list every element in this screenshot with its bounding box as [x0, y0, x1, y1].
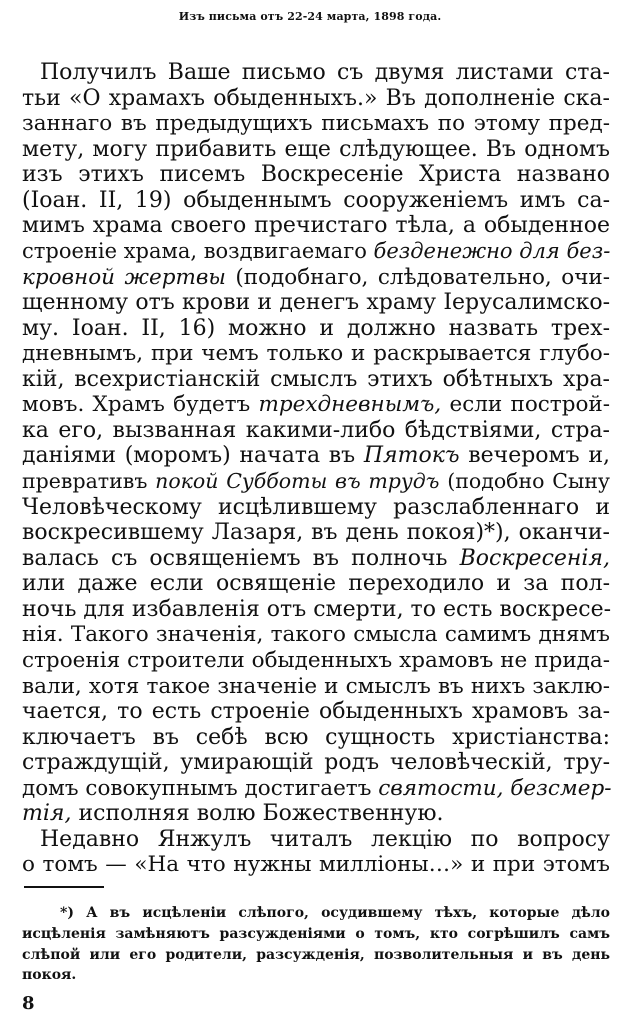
body-line: мимъ храма своего пречистаго тѣла, а обыденное — [22, 213, 610, 239]
body-line: домъ совокупнымъ достигаетъ святости, безсмер- — [22, 775, 612, 801]
body-line: изъ этихъ писемъ Воскресеніе Христа названо — [22, 162, 610, 188]
body-line: валась съ освященіемъ въ полночь Воскресенія, — [22, 545, 610, 571]
body-line: о томъ — «На что нужны милліоны…» и при этомъ — [22, 852, 610, 878]
body-line: ключаетъ въ себѣ всю сущность христіанства: — [22, 724, 610, 750]
body-line: или даже если освященіе переходило и за пол- — [22, 571, 610, 597]
body-line: воскресившему Лазаря, въ день покоя)*), оканчи- — [22, 520, 610, 546]
footnote-line: *) А въ исцѣленіи слѣпого, осудившему тѣхъ, которые дѣло — [60, 905, 610, 921]
footnote-rule — [24, 886, 104, 888]
body-line: вали, хотя такое значеніе и смыслъ въ нихъ заклю- — [22, 673, 610, 699]
body-line: тія, исполняя волю Божественную. — [22, 801, 444, 827]
body-line: мовъ. Храмъ будетъ трехдневнымъ, если построй- — [22, 392, 610, 418]
body-line: ка его, вызванная какими-либо бѣдствіями, стра- — [22, 417, 610, 443]
body-line: Получилъ Ваше письмо съ двумя листами ста- — [40, 60, 610, 85]
body-line: тьи «О храмахъ обыденныхъ.» Въ дополненіе ска- — [22, 85, 610, 111]
footnote-line: слѣпой или его родители, разсужденія, позволительныя и въ день — [22, 947, 610, 963]
body-line: строенія строители обыденныхъ храмовъ не прида- — [22, 647, 610, 673]
page-number: 8 — [22, 993, 35, 1014]
body-line: мету, могу прибавить еще слѣдующее. Въ одномъ — [22, 136, 610, 162]
body-line: превративъ покой Субботы въ трудъ (подобно Сыну — [22, 469, 610, 493]
footnote-line: покоя. — [22, 967, 77, 983]
body-line: даніями (моромъ) начата въ Пятокъ вечеромъ и, — [22, 443, 610, 469]
body-line: заннаго въ предыдущихъ письмахъ по этому пред- — [22, 111, 610, 137]
body-line: кій, всехристіанскій смыслъ этихъ обѣтныхъ хра- — [22, 366, 610, 392]
body-line: Недавно Янжулъ читалъ лекцію по вопросу — [40, 826, 610, 852]
body-line: дневнымъ, при чемъ только и раскрывается глубо- — [22, 341, 610, 367]
body-line: нія. Такого значенія, такого смысла самимъ днямъ — [22, 622, 610, 648]
letter-heading: Изъ письма отъ 22-24 марта, 1898 года. — [178, 10, 442, 23]
body-line: ночь для избавленія отъ смерти, то есть воскресе- — [22, 596, 612, 622]
body-line: щенному отъ крови и денегъ храму Іерусалимско- — [22, 290, 610, 316]
body-line: страждущій, умирающій родъ человѣческій, тру- — [22, 750, 610, 776]
body-line: кровной жертвы (подобнаго, слѣдовательно, очи- — [22, 264, 611, 290]
footnote-line: исцѣленія замѣняютъ разсужденіями о томъ, кто согрѣшилъ самъ — [22, 926, 610, 942]
body-line: му. Іоан. II, 16) можно и должно назвать трех- — [22, 315, 610, 341]
body-line: строеніе храма, воздвигаемаго безденежно для без- — [22, 238, 611, 263]
body-line: Человѣческому исцѣлившему разслабленнаго и — [22, 494, 610, 520]
body-line: (Іоан. II, 19) обыденнымъ сооруженіемъ имъ са- — [22, 187, 610, 213]
body-line: чается, то есть строеніе обыденныхъ храмовъ за- — [22, 699, 610, 725]
